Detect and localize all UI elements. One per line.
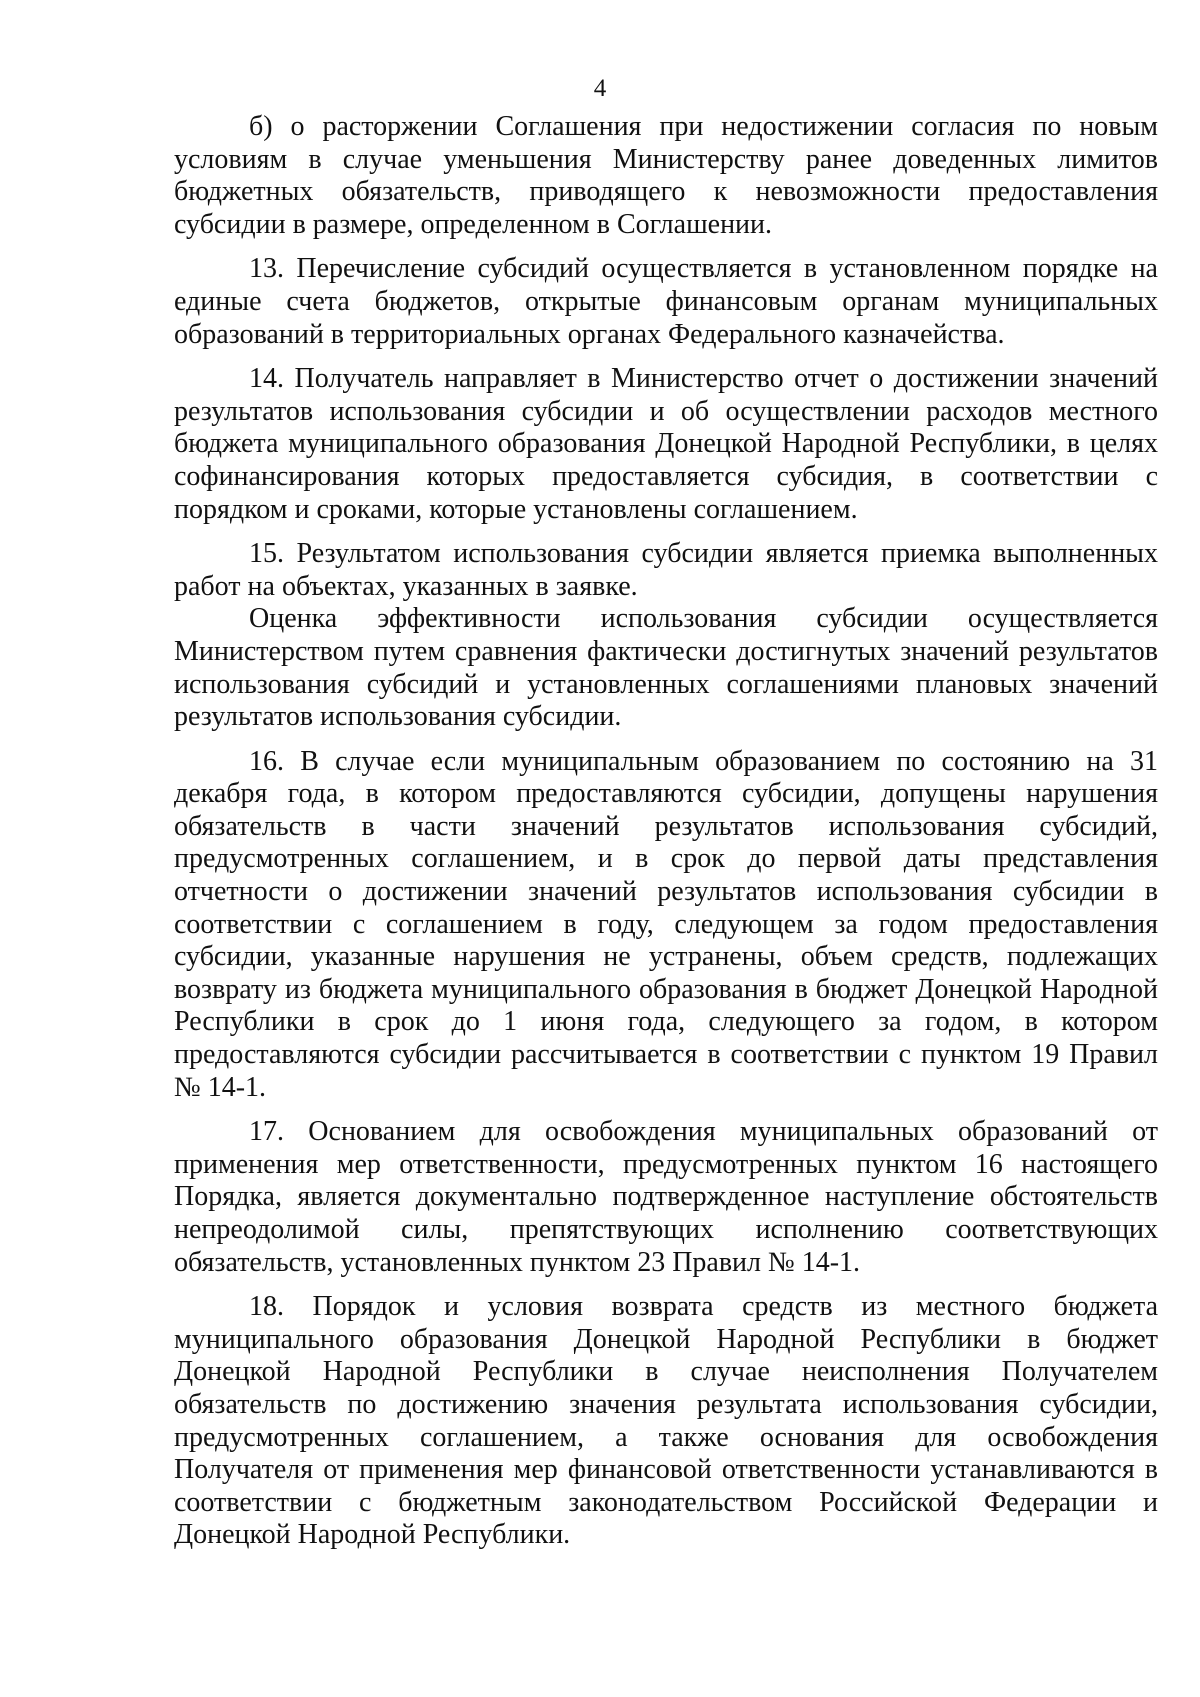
page-number: 4 — [593, 75, 607, 102]
paragraph-13: 13. Перечисление субсидий осуществляется в установленном порядке на единые счета бюджетов, открытые финансовым органам муниципальных образований в территориальных органах Федерального казначейства. — [174, 253, 1158, 350]
paragraph-b: б) о расторжении Соглашения при недостижении согласия по новым условиям в случае уменьшения Министерству ранее доведенных лимитов бюджетных обязательств, приводящего к невозможности предоставления субсидии в размере, определенном в Соглашении. — [174, 111, 1158, 240]
paragraph-15-evaluation: Оценка эффективности использования субсидии осуществляется Министерством путем сравнения фактически достигнутых значений результатов использования субсидий и установленных соглашениями плановых значений результатов использования субсидии. — [174, 603, 1158, 733]
paragraph-16: 16. В случае если муниципальным образованием по состоянию на 31 декабря года, в котором предоставляются субсидии, допущены нарушения обязательств в части значений результатов использования субсидий, предусмотренных соглашением, и в срок до первой даты представления отчетности о достижении значений результатов использования субсидии в соответствии с соглашением в году, следующем за годом предоставления субсидии, указанные нарушения не устранены, объем средств, подлежащих возврату из бюджета муниципального образования в бюджет Донецкой Народной Республики в срок до 1 июня года, следующего за годом, в котором предоставляются субсидии рассчитывается в соответствии с пунктом 19 Правил № 14-1. — [174, 745, 1158, 1103]
paragraph-14: 14. Получатель направляет в Министерство отчет о достижении значений результатов использования субсидии и об осуществлении расходов местного бюджета муниципального образования Донецкой Народной Республики, в целях софинансирования которых предоставляется субсидия, в соответствии с порядком и сроками, которые установлены соглашением. — [174, 363, 1158, 525]
paragraph-17: 17. Основанием для освобождения муниципальных образований от применения мер ответственности, предусмотренных пунктом 16 настоящего Порядка, является документально подтвержденное наступление обстоятельств непреодолимой силы, препятствующих исполнению соответствующих обязательств, установленных пунктом 23 Правил № 14-1. — [174, 1116, 1158, 1278]
paragraph-18: 18. Порядок и условия возврата средств из местного бюджета муниципального образования Донецкой Народной Республики в бюджет Донецкой Народной Республики в случае неисполнения Получателем обязательств по достижению значения результата использования субсидии, предусмотренных соглашением, а также основания для освобождения Получателя от применения мер финансовой ответственности устанавливаются в соответствии с бюджетным законодательством Российской Федерации и Донецкой Народной Республики. — [174, 1291, 1158, 1551]
document-body — [174, 111, 1158, 1564]
paragraph-15: 15. Результатом использования субсидии является приемка выполненных работ на объектах, указанных в заявке. — [174, 538, 1158, 602]
